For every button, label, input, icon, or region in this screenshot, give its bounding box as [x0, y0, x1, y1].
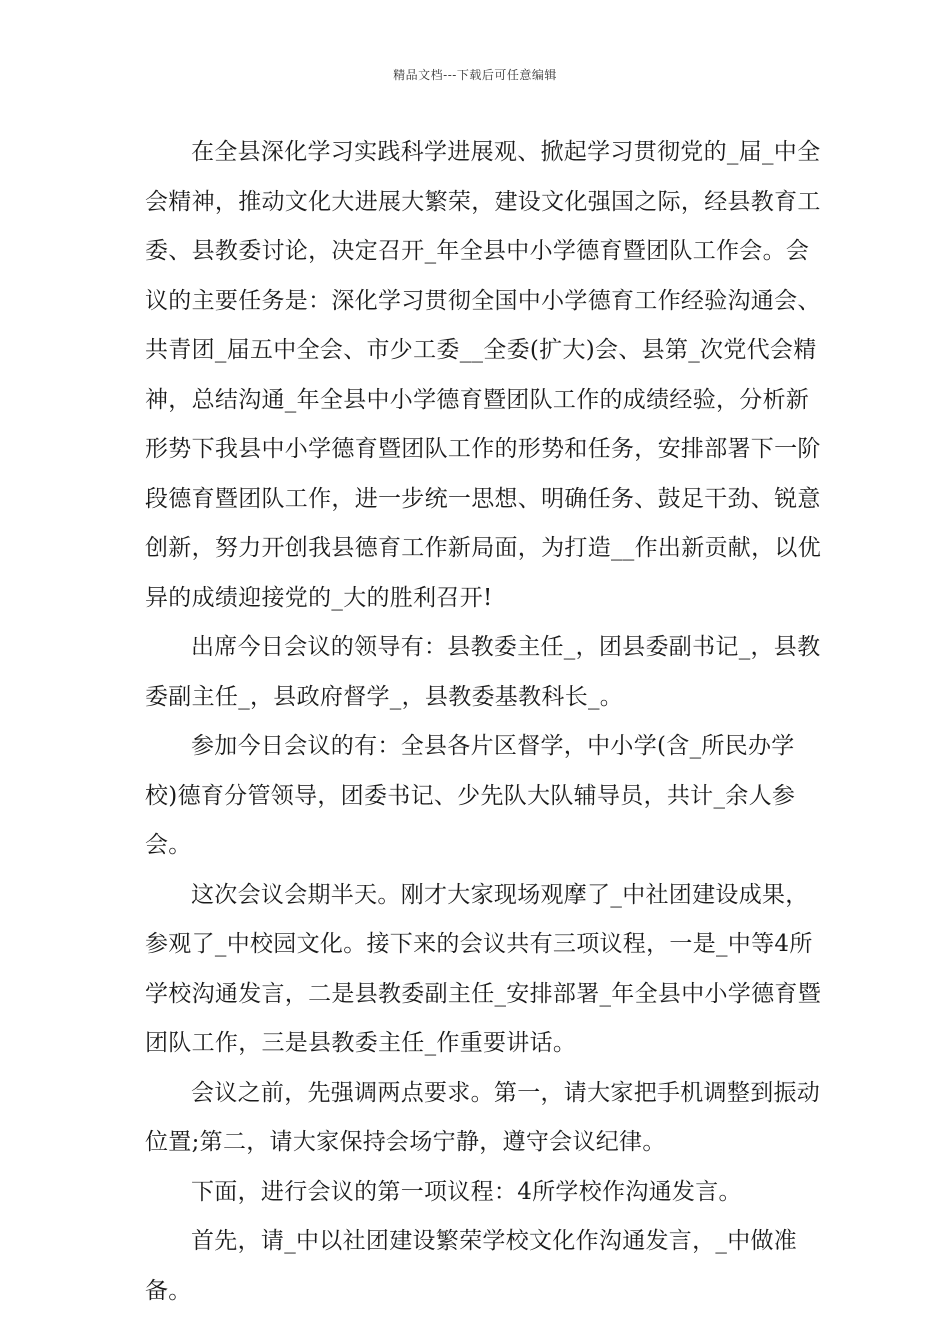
paragraph-opening: 在全县深化学习实践科学进展观、掀起学习贯彻党的_届_中全会精神，推动文化大进展大繁荣，建设文化强国之际，经县教育工委、县教委讨论，决定召开_年全县中小学德育暨团队工作会。会议的主要任务是：深化学习贯彻全国中小学德育工作经验沟通会、共青团_届五中全会、市少工委__全委(扩大)会、县第_次党代会精神，总结沟通_年全县中小学德育暨团队工作的成绩经验，分析新形势下我县中小学德育暨团队工作的形势和任务，安排部署下一阶段德育暨团队工作，进一步统一思想、明确任务、鼓足干劲、锐意创新，努力开创我县德育工作新局面，为打造__作出新贡献，以优异的成绩迎接党的_大的胜利召开!	[145, 139, 821, 611]
paragraph-participants: 参加今日会议的有：全县各片区督学，中小学(含_所民办学校)德育分管领导，团委书记、少先队大队辅导员，共计_余人参会。	[145, 733, 796, 858]
paragraph-agenda: 这次会议会期半天。刚才大家现场观摩了_中社团建设成果，参观了_中校园文化。接下来的会议共有三项议程，一是_中等4所学校沟通发言，二是县教委副主任_安排部署_年全县中小学德育暨团队工作，三是县教委主任_作重要讲话。	[145, 881, 821, 1056]
page-header: 精品文档---下载后可任意编辑	[393, 68, 557, 82]
paragraph-requirements: 会议之前，先强调两点要求。第一，请大家把手机调整到振动位置;第二，请大家保持会场宁静，遵守会议纪律。	[145, 1079, 821, 1155]
paragraph-attending-leaders: 出席今日会议的领导有：县教委主任_，团县委副书记_，县教委副主任_，县政府督学_，县教委基教科长_。	[145, 634, 821, 710]
paragraph-first-item: 下面，进行会议的第一项议程：4所学校作沟通发言。	[191, 1178, 742, 1205]
paragraph-first-speaker: 首先，请_中以社团建设繁荣学校文化作沟通发言，_中做准备。	[145, 1228, 798, 1304]
document-body	[145, 128, 825, 1316]
